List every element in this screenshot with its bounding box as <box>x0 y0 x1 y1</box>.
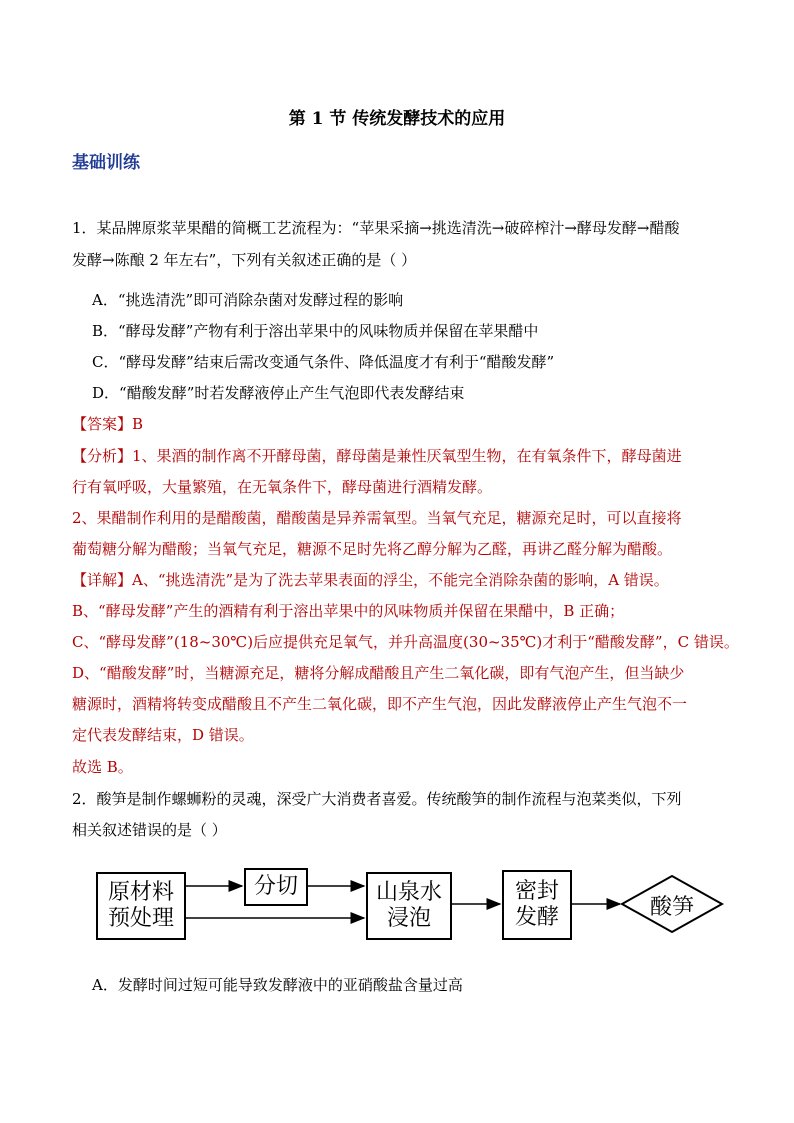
step-raw-material-preprocess <box>96 872 186 940</box>
q1-option-a: A．“挑选清洗”即可消除杂菌对发酵过程的影响 <box>92 291 404 309</box>
q1-detail-d-line2: 糖源时，酒精将转变成醋酸且不产生二氧化碳，即不产生气泡，因此发酵液停止产生气泡不一 <box>72 695 688 713</box>
q1-answer <box>72 414 143 434</box>
step-cut <box>244 868 308 906</box>
q2-stem-line1: 2．酸笋是制作螺蛳粉的灵魂，深受广大消费者喜爱。传统酸笋的制作流程与泡菜类似，下列 <box>72 790 682 808</box>
step2-label: 分切 <box>253 874 298 899</box>
q1-analysis-line4: 葡萄糖分解为醋酸；当氧气充足，糖源不足时先将乙醇分解为乙醛，再讲乙醛分解为醋酸。 <box>72 540 673 558</box>
q1-detail-b: B、“酵母发酵”产生的酒精有利于溶出苹果中的风味物质并保留在果醋中，B 正确； <box>72 602 625 620</box>
q1-analysis-line3: 2、果醋制作利用的是醋酸菌，醋酸菌是异养需氧型。当氧气充足，糖源充足时，可以直接将 <box>72 509 682 527</box>
step1-line2: 预处理 <box>107 906 174 931</box>
q1-conclusion: 故选 B。 <box>72 758 133 776</box>
q1-analysis-line2: 行有氧呼吸，大量繁殖，在无氧条件下，酵母菌进行酒精发酵。 <box>72 478 493 496</box>
q1-option-d: D．“醋酸发酵”时若发酵液停止产生气泡即代表发酵结束 <box>92 384 465 402</box>
analysis-tag: 【分析】 <box>72 447 133 465</box>
q1-detail-a <box>72 570 669 590</box>
step-sour-bamboo-shoot: 酸笋 <box>649 895 694 920</box>
step-spring-water-soak <box>366 872 452 940</box>
detail-tag: 【详解】 <box>72 571 133 589</box>
page-title: 第 1 节 传统发酵技术的应用 <box>288 109 506 129</box>
q1-option-c: C．“酵母发酵”结束后需改变通气条件、降低温度才有利于“醋酸发酵” <box>92 353 555 371</box>
q1-detail-d-line1: D、“醋酸发酵”时，当糖源充足，糖将分解成醋酸且产生二氧化碳，即有气泡产生，但当缺少 <box>72 664 685 682</box>
step4-line1: 密封 <box>514 879 559 904</box>
answer-value: B <box>132 415 144 433</box>
q1-stem-line2: 发酵→陈酿 2 年左右”，下列有关叙述正确的是（ ） <box>72 251 417 269</box>
process-flow-diagram <box>92 860 732 950</box>
q2-option-a: A．发酵时间过短可能导致发酵液中的亚硝酸盐含量过高 <box>92 976 463 994</box>
step3-line2: 浸泡 <box>386 906 431 931</box>
q1-detail-c: C、“酵母发酵”(18~30℃)后应提供充足氧气，并升高温度(30~35℃)才利于“醋酸发酵”，C 错误。 <box>72 633 739 651</box>
section-heading: 基础训练 <box>72 153 140 173</box>
step3-line1: 山泉水 <box>375 880 442 905</box>
q1-detail-d-line3: 定代表发酵结束，D 错误。 <box>72 726 254 744</box>
analysis-text: 1、果酒的制作离不开酵母菌，酵母菌是兼性厌氧型生物，在有氧条件下，酵母菌进 <box>132 447 682 465</box>
q1-stem-line1: 1．某品牌原浆苹果醋的简概工艺流程为：“苹果采摘→挑选清洗→破碎榨汁→酵母发酵→醋酸 <box>72 219 680 237</box>
answer-tag: 【答案】 <box>72 415 133 433</box>
q1-analysis-line1 <box>72 446 682 466</box>
q1-option-b: B．“酵母发酵”产物有利于溶出苹果中的风味物质并保留在苹果醋中 <box>92 322 539 340</box>
q2-stem-line2: 相关叙述错误的是（ ） <box>72 821 227 839</box>
detail-a-text: A、“挑选清洗”是为了洗去苹果表面的浮尘，不能完全消除杂菌的影响，A 错误。 <box>132 571 669 589</box>
step4-line2: 发酵 <box>514 905 559 930</box>
step-seal-ferment <box>502 870 572 940</box>
step1-line1: 原材料 <box>107 880 174 905</box>
